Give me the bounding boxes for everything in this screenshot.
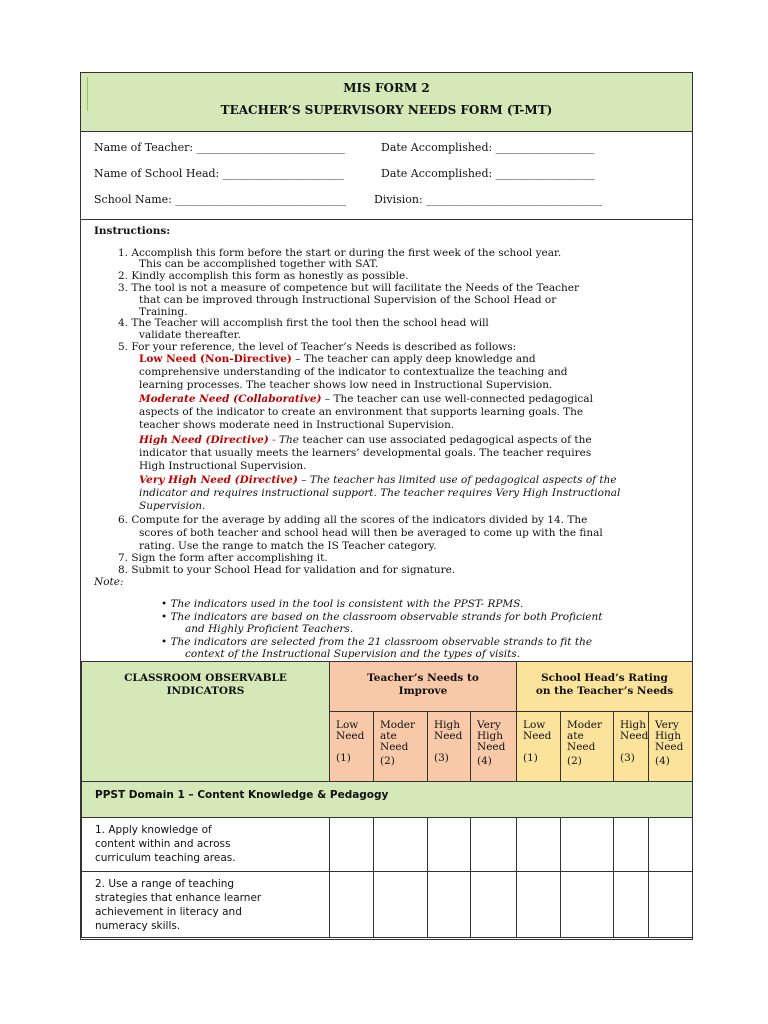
- rating-cell[interactable]: [428, 818, 471, 872]
- level-text: Very: [655, 719, 679, 731]
- moderate-need-line: [139, 393, 593, 406]
- indicator-1-line: curriculum teaching areas.: [95, 852, 236, 864]
- note-1: • The indicators used in the tool is consistent with the PPST- RPMS.: [161, 598, 524, 610]
- instruction-4a: 4. The Teacher will accomplish first the tool then the school head will: [118, 317, 489, 329]
- level-text: Need: [380, 741, 409, 753]
- instruction-6c: rating. Use the range to match the IS Teacher category.: [139, 540, 437, 552]
- indicator-2-line: numeracy skills.: [95, 920, 181, 932]
- indicator-1-line: 1. Apply knowledge of: [95, 824, 212, 836]
- rating-cell[interactable]: [614, 872, 649, 938]
- level-score: (3): [434, 752, 449, 764]
- indicator-1: [82, 818, 330, 872]
- teacher-info-fields: [81, 131, 692, 220]
- instruction-1a: 1. Accomplish this form before the start or during the first week of the school year.: [118, 247, 562, 259]
- instructions-heading: Instructions:: [94, 225, 171, 237]
- instruction-3a: 3. The tool is not a measure of competence but will facilitate the Needs of the Teacher: [118, 282, 579, 294]
- level-score: (3): [620, 752, 635, 764]
- instruction-4b: validate thereafter.: [139, 329, 241, 341]
- level-text: High: [477, 730, 503, 742]
- indicators-table: [81, 661, 693, 938]
- level-text: Need: [655, 741, 684, 753]
- division-field[interactable]: Division: ________________________________: [374, 193, 603, 206]
- rating-cell[interactable]: [374, 872, 428, 938]
- level-text: High: [434, 719, 460, 731]
- high-need-text-a: teacher can use associated pedagogical aspects of the: [298, 434, 592, 446]
- rating-cell[interactable]: [649, 818, 693, 872]
- level-text: Need: [523, 730, 552, 742]
- rating-cell[interactable]: [561, 818, 614, 872]
- very-high-need-label: Very High Need (Directive): [139, 474, 298, 486]
- level-text: ate: [380, 730, 397, 742]
- form-page: [80, 72, 693, 940]
- moderate-need-label: Moderate Need (Collaborative): [139, 393, 322, 405]
- head-level-very-high[interactable]: [649, 712, 693, 782]
- level-text: Very: [477, 719, 501, 731]
- high-need-the: The: [279, 434, 299, 446]
- instruction-6b: scores of both teacher and school head will then be averaged to come up with the final: [139, 527, 603, 539]
- rating-cell[interactable]: [517, 872, 561, 938]
- table-row: [82, 872, 693, 938]
- rating-cell[interactable]: [471, 818, 517, 872]
- note-heading: Note:: [94, 576, 124, 588]
- instructions-section: [81, 219, 692, 662]
- form-number: MIS FORM 2: [343, 81, 430, 95]
- level-text: High: [655, 730, 681, 742]
- school-name-field[interactable]: School Name: _______________________________: [94, 193, 346, 206]
- note-3a: • The indicators are selected from the 21 classroom observable strands to fit the: [161, 636, 593, 648]
- rating-cell[interactable]: [614, 818, 649, 872]
- table-row: [82, 818, 693, 872]
- note-3b: context of the Instructional Supervision and the types of visits.: [185, 648, 521, 660]
- indicator-2-line: achievement in literacy and: [95, 906, 242, 918]
- head-level-moderate[interactable]: [561, 712, 614, 782]
- level-score: (4): [655, 755, 670, 767]
- level-score: (2): [380, 755, 395, 767]
- school-head-row: [94, 167, 595, 180]
- level-text: Need: [620, 730, 649, 742]
- teacher-name-row: [94, 141, 595, 154]
- high-need-text-c: High Instructional Supervision.: [139, 460, 307, 472]
- low-need-line: [139, 353, 536, 366]
- note-2b: and Highly Proficient Teachers.: [185, 623, 354, 635]
- very-high-need-text-a: – The teacher has limited use of pedagogical aspects of the: [297, 474, 617, 486]
- rating-cell[interactable]: [471, 872, 517, 938]
- low-need-text-b: comprehensive understanding of the indicator to contextualize the teaching and: [139, 366, 568, 378]
- rating-cell[interactable]: [374, 818, 428, 872]
- moderate-need-text-b: aspects of the indicator to create an environment that supports learning goals. The: [139, 406, 584, 418]
- table-header-row: [82, 662, 693, 712]
- level-score: (1): [523, 752, 538, 764]
- level-text: High: [620, 719, 646, 731]
- instruction-5: 5. For your reference, the level of Teacher’s Needs is described as follows:: [118, 341, 517, 353]
- level-text: Need: [434, 730, 463, 742]
- moderate-need-text-c: teacher shows moderate need in Instructional Supervision.: [139, 419, 455, 431]
- indicator-2-line: strategies that enhance learner: [95, 892, 262, 904]
- very-high-need-line: [139, 474, 617, 487]
- rating-cell[interactable]: [330, 818, 374, 872]
- instruction-3c: Training.: [139, 306, 188, 318]
- level-text: Moder: [567, 719, 603, 731]
- level-score: (4): [477, 755, 492, 767]
- instruction-6a: 6. Compute for the average by adding all the scores of the indicators divided by 14. The: [118, 514, 588, 526]
- rating-cell[interactable]: [561, 872, 614, 938]
- form-header: [81, 73, 692, 132]
- level-text: Need: [567, 741, 596, 753]
- level-text: Low: [523, 719, 546, 731]
- head-level-low[interactable]: [517, 712, 561, 782]
- level-score: (1): [336, 752, 351, 764]
- teacher-level-high[interactable]: [428, 712, 471, 782]
- teacher-needs-header: Teacher’s Needs to Improve: [330, 662, 517, 712]
- domain-1-heading: PPST Domain 1 – Content Knowledge & Pedagogy: [82, 782, 693, 818]
- school-head-date-field[interactable]: Date Accomplished: __________________: [381, 167, 595, 180]
- teacher-level-very-high[interactable]: [471, 712, 517, 782]
- teacher-level-moderate[interactable]: [374, 712, 428, 782]
- rating-cell[interactable]: [649, 872, 693, 938]
- level-text: Need: [336, 730, 365, 742]
- level-score: (2): [567, 755, 582, 767]
- head-level-high[interactable]: [614, 712, 649, 782]
- indicators-column-header: CLASSROOM OBSERVABLE INDICATORS: [82, 662, 330, 782]
- level-text: Need: [477, 741, 506, 753]
- indicator-2-line: 2. Use a range of teaching: [95, 878, 235, 890]
- low-need-text-a: – The teacher can apply deep knowledge and: [291, 353, 536, 365]
- level-text: Moder: [380, 719, 416, 731]
- instruction-2: 2. Kindly accomplish this form as honestly as possible.: [118, 270, 409, 282]
- level-text: ate: [567, 730, 584, 742]
- indicator-2: [82, 872, 330, 938]
- instruction-7: 7. Sign the form after accomplishing it.: [118, 552, 328, 564]
- low-need-label: Low Need (Non-Directive): [139, 353, 292, 365]
- very-high-need-text-b: indicator and requires instructional support. The teacher requires Very High Instructional: [139, 487, 621, 499]
- moderate-need-text-a: – The teacher can use well-connected pedagogical: [321, 393, 593, 405]
- teacher-level-low[interactable]: [330, 712, 374, 782]
- note-2a: • The indicators are based on the classroom observable strands for both Proficient: [161, 611, 603, 623]
- high-need-text-b: indicator that usually meets the learners’ developmental goals. The teacher requires: [139, 447, 592, 459]
- school-head-rating-header: School Head’s Rating on the Teacher’s Needs: [517, 662, 693, 712]
- domain-row: [82, 782, 693, 818]
- school-head-field[interactable]: Name of School Head: ______________________: [94, 167, 344, 180]
- indicator-1-line: content within and across: [95, 838, 231, 850]
- form-title: TEACHER’S SUPERVISORY NEEDS FORM (T-MT): [220, 103, 553, 117]
- high-need-line: [139, 434, 592, 447]
- very-high-need-text-c: Supervision.: [139, 500, 206, 512]
- rating-cell[interactable]: [428, 872, 471, 938]
- high-need-dash: -: [268, 434, 279, 446]
- instruction-1b: This can be accomplished together with SAT.: [139, 258, 379, 270]
- teacher-name-field[interactable]: Name of Teacher: ___________________________: [94, 141, 346, 154]
- school-name-row: [94, 193, 603, 206]
- level-text: Low: [336, 719, 359, 731]
- rating-cell[interactable]: [330, 872, 374, 938]
- instruction-3b: that can be improved through Instructional Supervision of the School Head or: [139, 294, 557, 306]
- high-need-label: High Need (Directive): [139, 434, 269, 446]
- instruction-8: 8. Submit to your School Head for validation and for signature.: [118, 564, 456, 576]
- rating-cell[interactable]: [517, 818, 561, 872]
- low-need-text-c: learning processes. The teacher shows low need in Instructional Supervision.: [139, 379, 553, 391]
- teacher-date-field[interactable]: Date Accomplished: __________________: [381, 141, 595, 154]
